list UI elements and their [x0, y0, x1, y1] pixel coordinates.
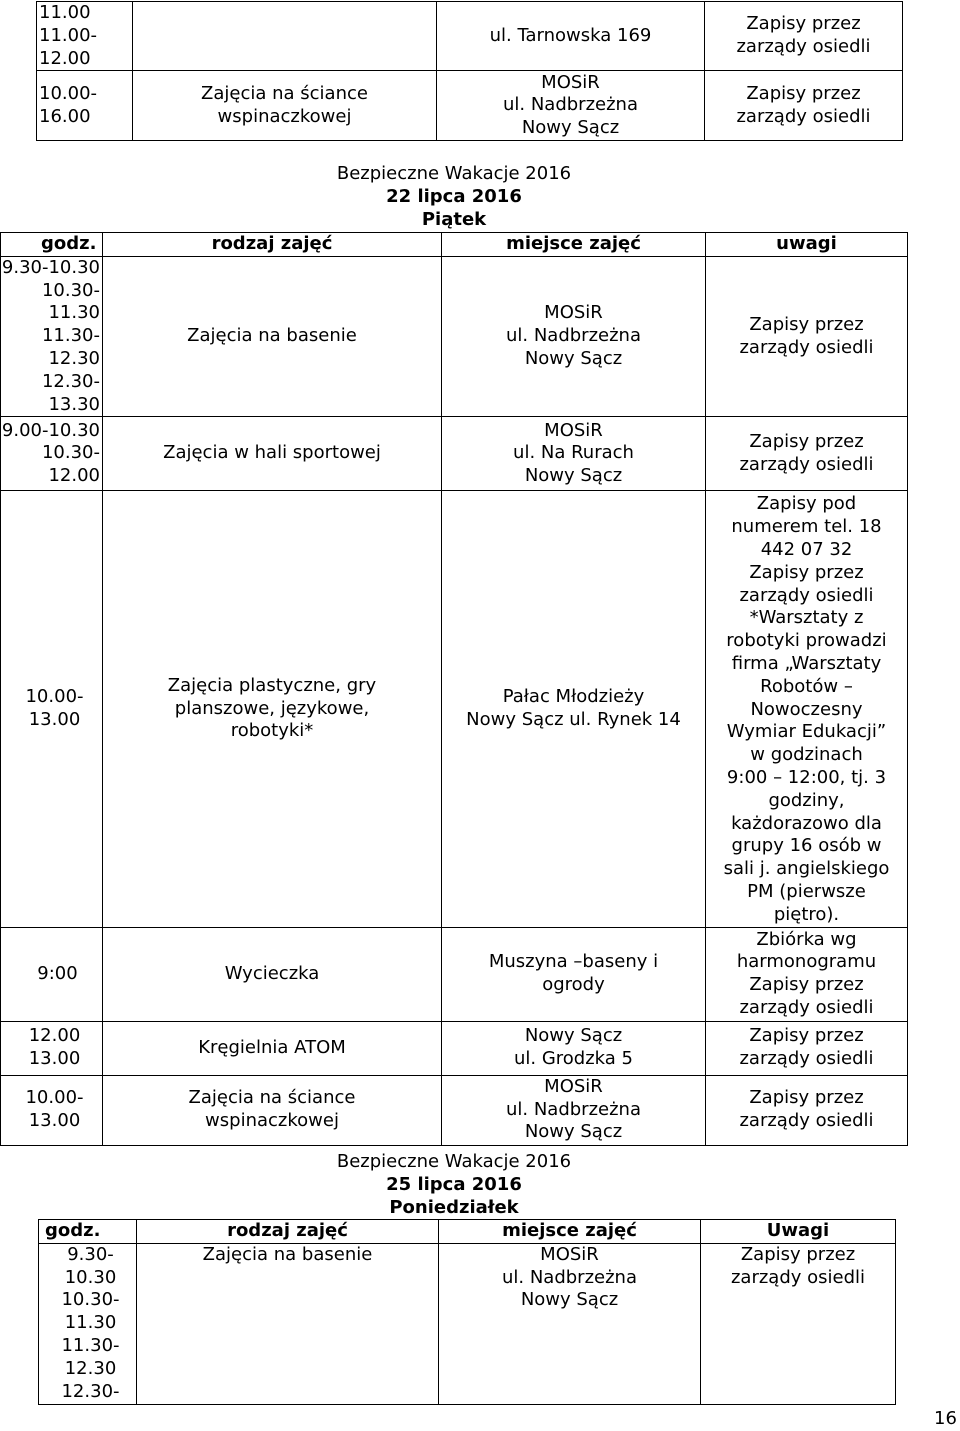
time-cell: 9.30-10.30 10.30- 11.30 11.30- 12.30 12.30- 13.30 [1, 256, 103, 417]
column-header-activity: rodzaj zajęć [137, 1220, 439, 1244]
table-header-row [1, 233, 908, 257]
heading-date: 25 lipca 2016 [386, 1173, 522, 1195]
section-heading-25-july [304, 1151, 604, 1219]
activity-cell: Zajęcia na basenie [103, 256, 442, 417]
notes-cell: Zapisy przez zarządy osiedli [706, 1021, 908, 1075]
place-cell: ul. Tarnowska 169 [437, 2, 705, 71]
activity-cell [133, 2, 437, 71]
heading-weekday: Piątek [421, 208, 487, 230]
time-cell: 10.00- 13.00 [1, 1075, 103, 1145]
activity-cell: Zajęcia na ściance wspinaczkowej [133, 71, 437, 141]
notes-cell: Zapisy przez zarządy osiedli [706, 1075, 908, 1145]
time-cell: 9:00 [1, 927, 103, 1021]
time-cell: 9.30- 10.30 10.30- 11.30 11.30- 12.30 12.30- [39, 1243, 137, 1404]
time-cell: 10.00- 13.00 [1, 491, 103, 927]
column-header-time: godz. [1, 233, 103, 257]
schedule-table-25-july [38, 1219, 896, 1405]
time-cell: 10.00- 16.00 [37, 71, 133, 141]
notes-cell: Zapisy przez zarządy osiedli [701, 1243, 896, 1404]
time-cell: 12.00 13.00 [1, 1021, 103, 1075]
place-cell: MOSiR ul. Nadbrzeżna Nowy Sącz [442, 256, 706, 417]
table-row [1, 491, 908, 927]
place-cell: MOSiR ul. Na Rurach Nowy Sącz [442, 417, 706, 491]
table-header-row [39, 1220, 896, 1244]
notes-cell: Zapisy pod numerem tel. 18 442 07 32 Zapisy przez zarządy osiedli *Warsztaty z robotyki prowadzi firma „Warsztaty Robotów – Nowoczesny Wymiar Edukacji” w godzinach 9:00 – 12:00, tj. 3 godziny, każdorazowo dla grupy 16 osób w sali j. angielskiego PM (pierwsze piętro). [706, 491, 908, 927]
table-row [1, 417, 908, 491]
place-cell: Muszyna –baseny i ogrody [442, 927, 706, 1021]
activity-cell: Zajęcia na ściance wspinaczkowej [103, 1075, 442, 1145]
table-row [1, 927, 908, 1021]
heading-program: Bezpieczne Wakacje 2016 [336, 163, 572, 184]
table-row [37, 2, 903, 71]
schedule-table-22-july [0, 232, 908, 1146]
place-cell: MOSiR ul. Nadbrzeżna Nowy Sącz [437, 71, 705, 141]
column-header-notes: Uwagi [701, 1220, 896, 1244]
section-heading-22-july [304, 163, 604, 231]
column-header-place: miejsce zajęć [442, 233, 706, 257]
column-header-place: miejsce zajęć [439, 1220, 701, 1244]
notes-cell: Zapisy przez zarządy osiedli [706, 256, 908, 417]
table-row [1, 256, 908, 417]
schedule-table-continued [36, 1, 903, 141]
activity-cell: Zajęcia w hali sportowej [103, 417, 442, 491]
time-cell: 11.00 11.00- 12.00 [37, 2, 133, 71]
notes-cell: Zbiórka wg harmonogramu Zapisy przez zarządy osiedli [706, 927, 908, 1021]
column-header-activity: rodzaj zajęć [103, 233, 442, 257]
page-number: 16 [934, 1408, 957, 1429]
heading-program: Bezpieczne Wakacje 2016 [336, 1151, 572, 1172]
activity-cell: Zajęcia na basenie [137, 1243, 439, 1404]
notes-cell: Zapisy przez zarządy osiedli [705, 71, 903, 141]
heading-date: 22 lipca 2016 [386, 185, 522, 207]
table-row [1, 1075, 908, 1145]
time-cell: 9.00-10.30 10.30- 12.00 [1, 417, 103, 491]
place-cell: Nowy Sącz ul. Grodzka 5 [442, 1021, 706, 1075]
notes-cell: Zapisy przez zarządy osiedli [706, 417, 908, 491]
notes-cell: Zapisy przez zarządy osiedli [705, 2, 903, 71]
place-cell: Pałac Młodzieży Nowy Sącz ul. Rynek 14 [442, 491, 706, 927]
column-header-time: godz. [39, 1220, 137, 1244]
activity-cell: Kręgielnia ATOM [103, 1021, 442, 1075]
heading-weekday: Poniedziałek [389, 1196, 519, 1218]
place-cell: MOSiR ul. Nadbrzeżna Nowy Sącz [442, 1075, 706, 1145]
place-cell: MOSiR ul. Nadbrzeżna Nowy Sącz [439, 1243, 701, 1404]
table-row [1, 1021, 908, 1075]
column-header-notes: uwagi [706, 233, 908, 257]
table-row [37, 71, 903, 141]
activity-cell: Zajęcia plastyczne, gry planszowe, językowe, robotyki* [103, 491, 442, 927]
activity-cell: Wycieczka [103, 927, 442, 1021]
table-row [39, 1243, 896, 1404]
